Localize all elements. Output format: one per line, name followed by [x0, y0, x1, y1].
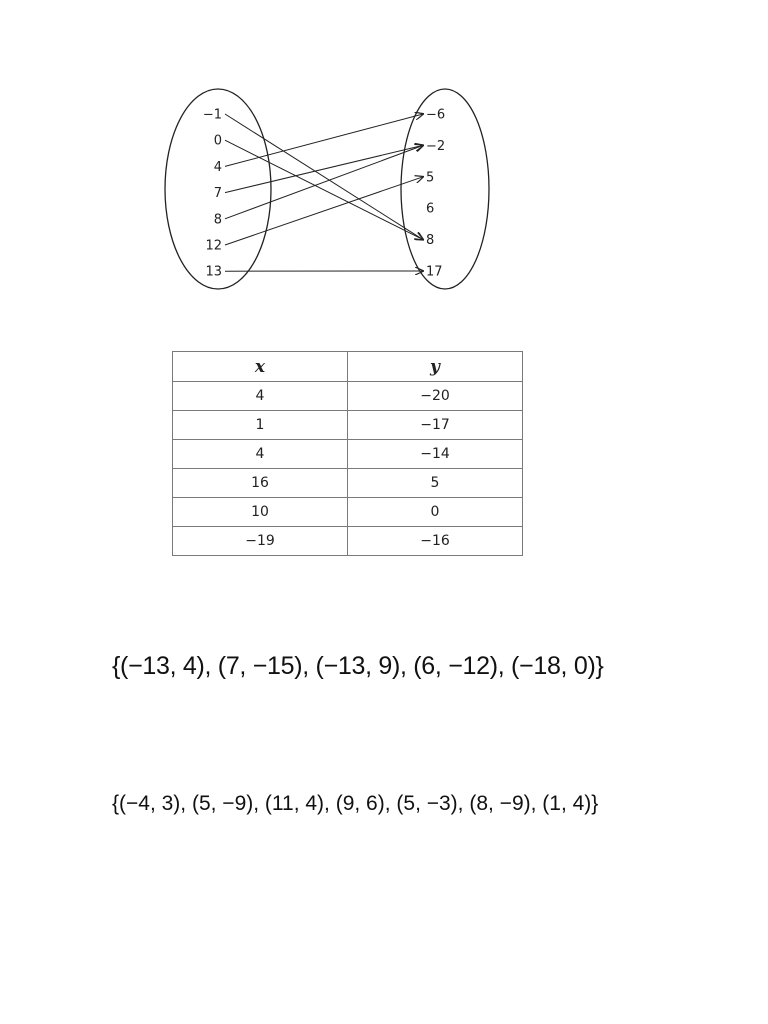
table-row — [173, 440, 523, 469]
y-cell: 0 — [348, 498, 523, 527]
x-cell: 4 — [173, 382, 348, 411]
mapping-arrow — [225, 145, 423, 192]
y-cell: −20 — [348, 382, 523, 411]
mapping-arrow — [225, 145, 423, 218]
range-value: −2 — [426, 138, 446, 154]
table-header-row — [173, 352, 523, 382]
x-cell: 10 — [173, 498, 348, 527]
y-column-header: y — [348, 352, 523, 382]
x-cell: 16 — [173, 469, 348, 498]
x-cell: −19 — [173, 527, 348, 556]
ordered-pair-set-b: {(−4, 3), (5, −9), (11, 4), (9, 6), (5, −3), (8, −9), (1, 4)} — [112, 792, 599, 815]
domain-value: 13 — [205, 264, 222, 280]
x-cell: 1 — [173, 411, 348, 440]
y-cell: 5 — [348, 469, 523, 498]
range-value: 8 — [426, 233, 435, 249]
domain-value: 12 — [205, 238, 222, 254]
y-cell: −14 — [348, 440, 523, 469]
table-row — [173, 411, 523, 440]
table-row — [173, 527, 523, 556]
range-value: 5 — [426, 170, 435, 186]
x-column-header: x — [173, 352, 348, 382]
mapping-diagram — [162, 86, 502, 292]
xy-table — [172, 351, 523, 556]
domain-value: 0 — [213, 133, 222, 149]
range-value: 6 — [426, 201, 435, 217]
y-cell: −16 — [348, 527, 523, 556]
mapping-arrow — [225, 177, 423, 245]
table-row — [173, 382, 523, 411]
y-cell: −17 — [348, 411, 523, 440]
ordered-pair-set-a: {(−13, 4), (7, −15), (−13, 9), (6, −12), (−18, 0)} — [112, 652, 604, 680]
mapping-arrow — [225, 114, 423, 166]
table-row — [173, 498, 523, 527]
domain-value: 4 — [213, 159, 222, 175]
domain-value: 8 — [213, 212, 222, 228]
table-row — [173, 469, 523, 498]
domain-value: 7 — [213, 186, 222, 202]
domain-value: −1 — [202, 107, 222, 123]
x-cell: 4 — [173, 440, 348, 469]
mapping-arrow — [225, 114, 423, 240]
range-value: −6 — [426, 107, 446, 123]
range-value: 17 — [426, 264, 443, 280]
arrow-group — [225, 114, 423, 271]
mapping-arrow — [225, 140, 423, 239]
